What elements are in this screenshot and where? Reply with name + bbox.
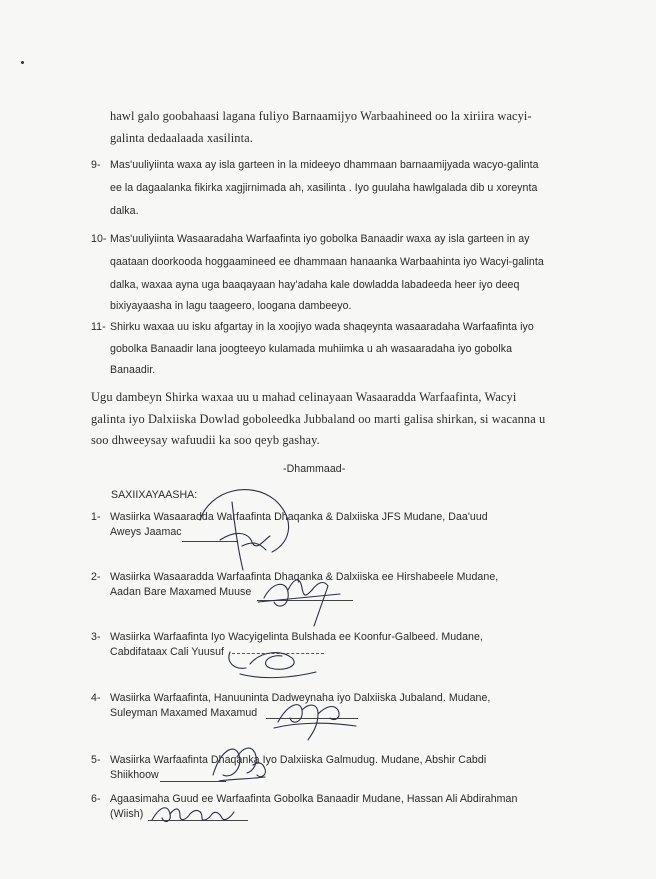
item-line: bixiyayaasha in lagu taageero, loogana dambeeyo. xyxy=(110,300,352,312)
signatory-name: Shiikhoow xyxy=(110,769,159,781)
item-line: qaataan doorkooda hoggaamineed ee dhammaan hanaanka Warbaahinta iyo Wacyi-galinta xyxy=(110,256,544,268)
signatory-number: 6- xyxy=(91,793,101,805)
intro-line: galinta dedaalaada xasilinta. xyxy=(110,131,253,145)
signatory-name: Aweys Jaamac xyxy=(110,526,182,538)
signatory-number: 2- xyxy=(91,571,101,583)
signature-3 xyxy=(222,640,322,680)
signatory-line: Wasiirka Warfaafinta Iyo Wacyigelinta Bulshada ee Koonfur-Galbeed. Mudane, xyxy=(110,631,483,643)
signatory-number: 5- xyxy=(91,754,101,766)
signature-2 xyxy=(248,550,348,630)
item-line: ee la dagaalanka fikirka xagjirnimada ah, xasilinta . Iyo guulaha hawlgalada dib u xoreynta xyxy=(110,182,538,194)
signatory-line: Wasiirka Wasaaradda Warfaafinta Dhaqanka & Dalxiiska ee Hirshabeele Mudane, xyxy=(110,571,499,583)
item-number: 11- xyxy=(91,321,106,333)
closing-line: Ugu dambeyn Shirka waxaa uu u mahad celinayaan Wasaaradda Warfaafinta, Wacyi xyxy=(91,390,517,404)
closing-line: soo dhweeysay wafuudii ka soo qeyb gashay. xyxy=(91,433,320,447)
intro-line: hawl galo goobahaasi lagana fuliyo Barnaamijyo Warbaahineed oo la xiriira wacyi- xyxy=(110,109,532,123)
signatory-number: 4- xyxy=(91,692,101,704)
signatory-number: 3- xyxy=(91,631,101,643)
signatory-name: Aadan Bare Maxamed Muuse xyxy=(110,586,252,598)
closing-line: galinta iyo Dalxiiska Dowlad goboleedka Jubbaland oo marti galisa shirkan, si wacanna u xyxy=(91,412,546,426)
item-line: Shirku waxaa uu isku afgartay in la xoojiyo wada shaqeynta wasaaradaha Warfaafinta iyo xyxy=(110,321,534,333)
signatory-number: 1- xyxy=(91,511,101,523)
signatory-name: Suleyman Maxamed Maxamud xyxy=(110,707,258,719)
signature-5 xyxy=(205,735,275,790)
item-number: 9- xyxy=(91,159,101,171)
signatory-name: Cabdifataax Cali Yuusuf xyxy=(110,646,225,658)
signatory-line: Wasiirka Warfaafinta Dhaqanka Iyo Dalxiiska Galmudug. Mudane, Abshir Cabdi xyxy=(110,754,487,766)
signatory-line: Agaasimaha Guud ee Warfaafinta Gobolka Banaadir Mudane, Hassan Ali Abdirahman xyxy=(110,793,518,805)
signature-6 xyxy=(146,800,256,830)
speck-mark xyxy=(21,61,24,64)
end-mark: -Dhammaad- xyxy=(283,463,346,475)
signatory-name: (Wiish) xyxy=(110,808,144,820)
item-line: Mas'uuliyiinta waxa ay isla garteen in la mideeyo dhammaan barnaamijyada wacyo-galinta xyxy=(110,159,539,171)
signature-4 xyxy=(268,692,363,747)
item-line: gobolka Banaadir lana joogteeyo kulamada muhiimka u ah wasaaradaha iyo gobolka xyxy=(110,343,513,355)
item-line: dalka. xyxy=(110,205,139,217)
item-line: dalka, waxaa ayna uga baaqayaan hay'adaha kale dowladda labadeeda heer iyo deeq xyxy=(110,279,520,291)
item-line: Mas'uuliyiinta Wasaaradaha Warfaafinta iyo gobolka Banaadir waxa ay isla garteen in ay xyxy=(110,233,530,245)
signatory-line: Wasiirka Warfaafinta, Hanuuninta Dadweynaha iyo Dalxiiska Jubaland. Mudane, xyxy=(110,692,491,704)
item-line: Banaadir. xyxy=(110,364,156,376)
signatory-line: Wasiirka Wasaaradda Warfaafinta Dhaqanka & Dalxiiska JFS Mudane, Daa'uud xyxy=(110,511,488,523)
signatures-title: SAXIIXAYAASHA: xyxy=(111,489,198,501)
item-number: 10- xyxy=(91,233,107,245)
